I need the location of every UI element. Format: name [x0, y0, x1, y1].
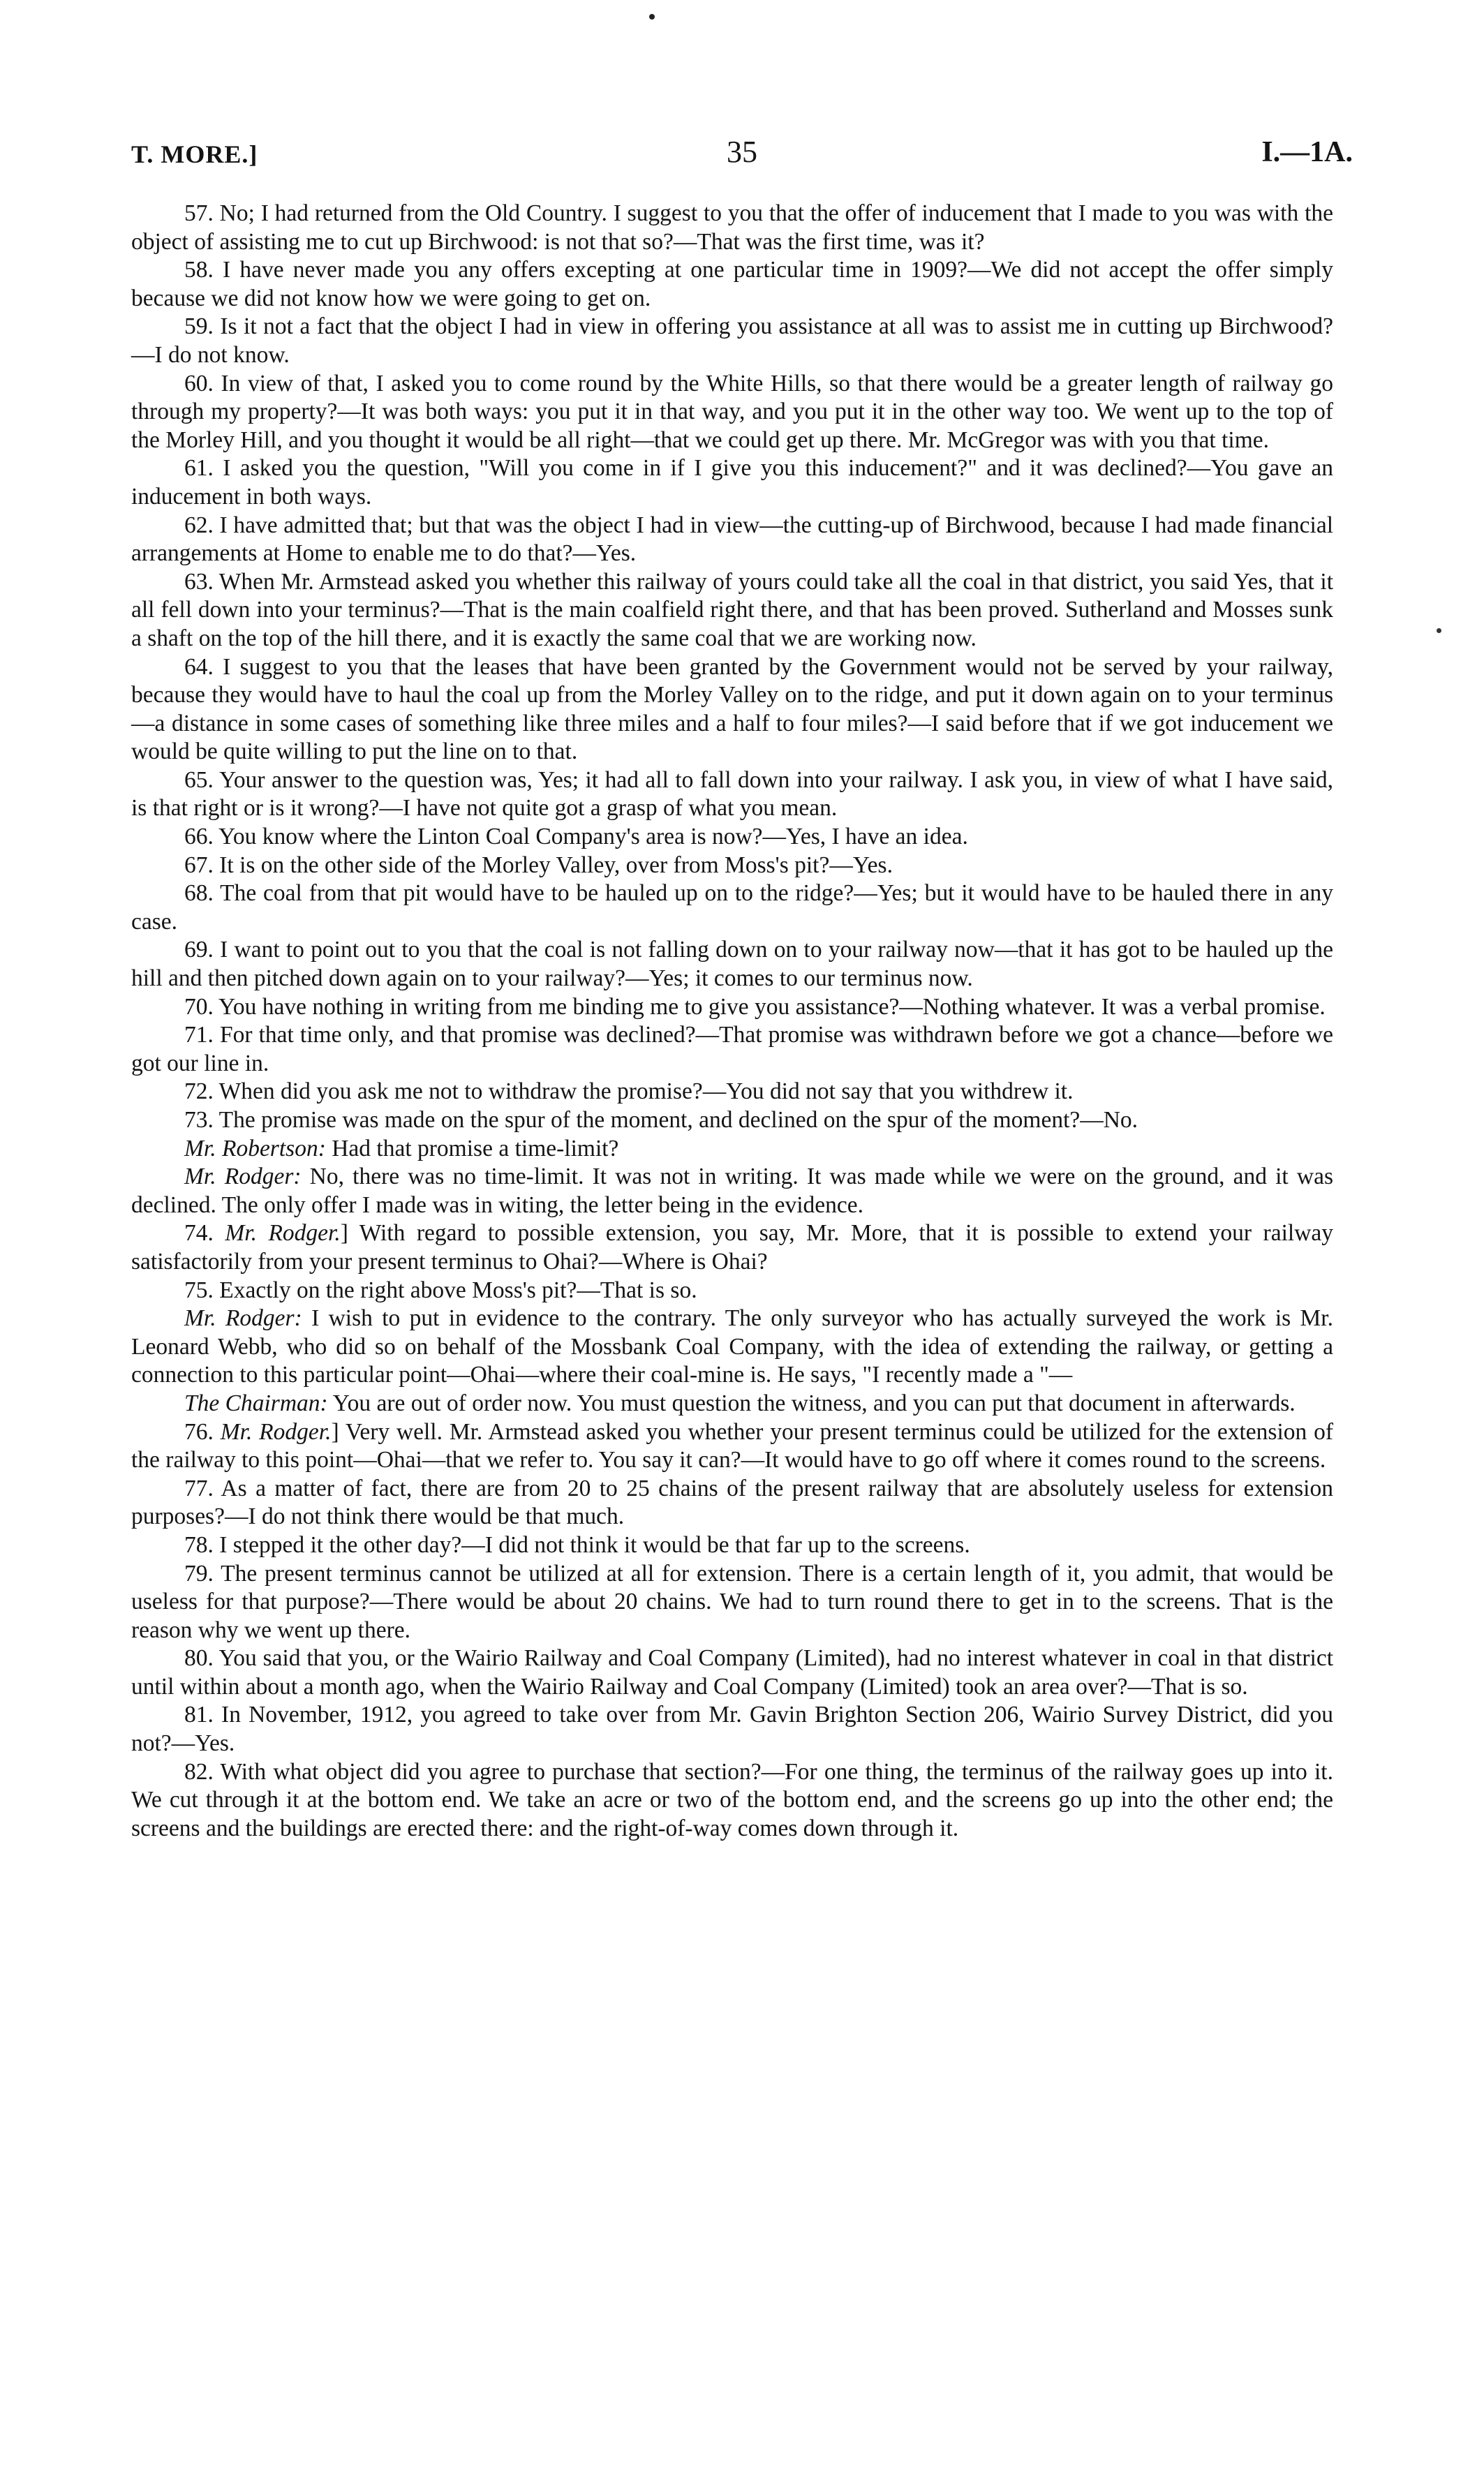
paragraph-text: 70. You have nothing in writing from me binding me to give you assistance?—Nothing whatever. It was a verbal promise. [184, 993, 1326, 1020]
speaker-name: The Chairman: [184, 1390, 328, 1416]
paragraph-text: 63. When Mr. Armstead asked you whether this railway of yours could take all the coal in that district, you said Yes, that it all fell down into your terminus?—That is the main coalfield right there, and that has been proved. Sutherland and Mosses sunk a shaft on the top of the hill there, and it is exactly the same coal that we are working now. [131, 568, 1333, 651]
paragraph [131, 313, 1333, 369]
paragraph-text: I wish to put in evidence to the contrary. The only surveyor who has actually surveyed the work is Mr. Leonard Webb, who did so on behalf of the Mossbank Coal Company, with the idea of extending the railway, or getting a connection to this particular point—Ohai—where their coal-mine is. He says, "I recently made a "— [131, 1305, 1333, 1388]
speaker-name: Mr. Rodger: [184, 1164, 302, 1190]
paragraph-text: No, there was no time-limit. It was not in writing. It was made while we were on the ground, and it was declined. The only offer I made was in witing, the letter being in the evidence. [131, 1164, 1333, 1218]
paragraph-text: 71. For that time only, and that promise was declined?—That promise was withdrawn before we got a chance—before we got our line in. [131, 1022, 1333, 1076]
paragraph [131, 823, 1333, 852]
evidence-text [131, 200, 1333, 1843]
paragraph [131, 370, 1333, 455]
paragraph [131, 936, 1333, 993]
paragraph [131, 1475, 1333, 1531]
paragraph [131, 1758, 1333, 1843]
paragraph [131, 1305, 1333, 1390]
question-number: 74. [184, 1220, 225, 1247]
paragraph [131, 1644, 1333, 1701]
paragraph-text: 82. With what object did you agree to purchase that section?—For one thing, the terminus of the railway goes up into it. We cut through it at the bottom end. We take an acre or two of the bottom end, and the screens go up into the other end; the screens and the buildings are erected there: and the right-of-way comes down through it. [131, 1758, 1333, 1841]
paragraph-text: 79. The present terminus cannot be utilized at all for extension. There is a certain length of it, you admit, that would be useless for that purpose?—There would be about 20 chains. We had to turn round there to get in to the screens. That is the reason why we went up there. [131, 1560, 1333, 1643]
paragraph [131, 852, 1333, 880]
paragraph [131, 1219, 1333, 1276]
paragraph-text: 68. The coal from that pit would have to be hauled up on to the ridge?—Yes; but it would have to be hauled there in any case. [131, 880, 1333, 935]
paragraph-text: ] Very well. Mr. Armstead asked you whether your present terminus could be utilized for the extension of the railway to this point—Ohai—that we refer to. You say it can?—It would have to go off where it comes round to the screens. [131, 1418, 1334, 1473]
paragraph-text: You are out of order now. You must question the witness, and you can put that document in afterwards. [327, 1390, 1296, 1416]
paragraph-text: 58. I have never made you any offers excepting at one particular time in 1909?—We did not accept the offer simply because we did not know how we were going to get on. [131, 257, 1333, 311]
header-witness: T. MORE.] [131, 140, 258, 168]
speaker-name: Mr. Robertson: [184, 1135, 326, 1161]
paragraph-text: 61. I asked you the question, "Will you come in if I give you this inducement?" and it was declined?—You gave an inducement in both ways. [131, 455, 1333, 510]
paragraph [131, 454, 1333, 511]
paragraph-text: 69. I want to point out to you that the coal is not falling down on to your railway now—that it has got to be hauled up the hill and then pitched down again on to your railway?—Yes; it comes to our terminus now. [131, 937, 1333, 992]
ink-speck [649, 14, 655, 20]
paragraph [131, 1277, 1333, 1305]
paragraph-text: Had that promise a time-limit? [325, 1135, 619, 1161]
paragraph [131, 1163, 1333, 1219]
paragraph [131, 1418, 1333, 1475]
paragraph [131, 879, 1333, 936]
paragraph-text: 67. It is on the other side of the Morley Valley, over from Moss's pit?—Yes. [184, 852, 893, 878]
paragraph [131, 1021, 1333, 1078]
paragraph [131, 512, 1333, 568]
question-number: 76. [184, 1418, 221, 1445]
paragraph-text: 65. Your answer to the question was, Yes; it had all to fall down into your railway. I ask you, in view of what I have said, is that right or is it wrong?—I have not quite got a grasp of what you mean. [131, 766, 1333, 822]
speaker-name: Mr. Rodger. [225, 1220, 341, 1247]
page-number: 35 [727, 135, 757, 169]
paragraph [131, 1531, 1333, 1560]
paragraph [131, 1078, 1333, 1106]
paragraph-text: 77. As a matter of fact, there are from 20 to 25 chains of the present railway that are absolutely useless for extension purposes?—I do not think there would be that much. [131, 1475, 1333, 1530]
paragraph-text: 75. Exactly on the right above Moss's pit?—That is so. [184, 1277, 697, 1303]
paragraph [131, 993, 1333, 1022]
paragraph [131, 256, 1333, 313]
paragraph [131, 1106, 1333, 1135]
paragraph [131, 1135, 1333, 1164]
paragraph [131, 1390, 1333, 1418]
paragraph-text: 62. I have admitted that; but that was the object I had in view—the cutting-up of Birchwood, because I had made financial arrangements at Home to enable me to do that?—Yes. [131, 512, 1333, 567]
header-reference: I.—1A. [1261, 136, 1353, 168]
paragraph-text: 80. You said that you, or the Wairio Railway and Coal Company (Limited), had no interest whatever in coal in that district until within about a month ago, when the Wairio Railway and Coal Company (Limited) took an area over?—That is so. [131, 1645, 1333, 1700]
paragraph-text: 78. I stepped it the other day?—I did not think it would be that far up to the screens. [184, 1531, 970, 1558]
paragraph-text: 73. The promise was made on the spur of the moment, and declined on the spur of the moment?—No. [184, 1107, 1138, 1133]
paragraph [131, 200, 1333, 256]
speaker-name: Mr. Rodger: [184, 1305, 302, 1332]
paragraph-text: 81. In November, 1912, you agreed to take over from Mr. Gavin Brighton Section 206, Wairio Survey District, did you not?—Yes. [131, 1702, 1333, 1757]
paragraph-text: 64. I suggest to you that the leases that have been granted by the Government would not be served by your railway, because they would have to haul the coal up from the Morley Valley on to the ridge, and put it down again on to your terminus—a distance in some cases of something like three miles and a half to four miles?—I said before that if we got inducement we would be quite willing to put the line on to that. [131, 653, 1333, 765]
paragraph-text: 60. In view of that, I asked you to come round by the White Hills, so that there would be a greater length of railway go through my property?—It was both ways: you put it in that way, and you put it in the other way too. We went up to the top of the Morley Hill, and you thought it would be all right—that we could get up there. Mr. McGregor was with you that time. [131, 370, 1333, 453]
paragraph-text: ] With regard to possible extension, you say, Mr. More, that it is possible to extend your railway satisfactorily from your present terminus to Ohai?—Where is Ohai? [131, 1220, 1334, 1275]
paragraph [131, 1701, 1333, 1758]
page-header [131, 134, 1353, 176]
paragraph [131, 1560, 1333, 1645]
paragraph [131, 568, 1333, 653]
paragraph-text: 57. No; I had returned from the Old Country. I suggest to you that the offer of inducement that I made to you was with the object of assisting me to cut up Birchwood: is not that so?—That was the first time, was it? [131, 200, 1333, 255]
paragraph-text: 59. Is it not a fact that the object I had in view in offering you assistance at all was to assist me in cutting up Birchwood?—I do not know. [131, 313, 1333, 368]
paragraph [131, 766, 1333, 823]
speaker-name: Mr. Rodger. [220, 1418, 332, 1445]
paragraph [131, 653, 1333, 766]
paragraph-text: 72. When did you ask me not to withdraw the promise?—You did not say that you withdrew it. [184, 1078, 1074, 1105]
paragraph-text: 66. You know where the Linton Coal Company's area is now?—Yes, I have an idea. [184, 824, 968, 850]
ink-speck [1437, 628, 1441, 633]
